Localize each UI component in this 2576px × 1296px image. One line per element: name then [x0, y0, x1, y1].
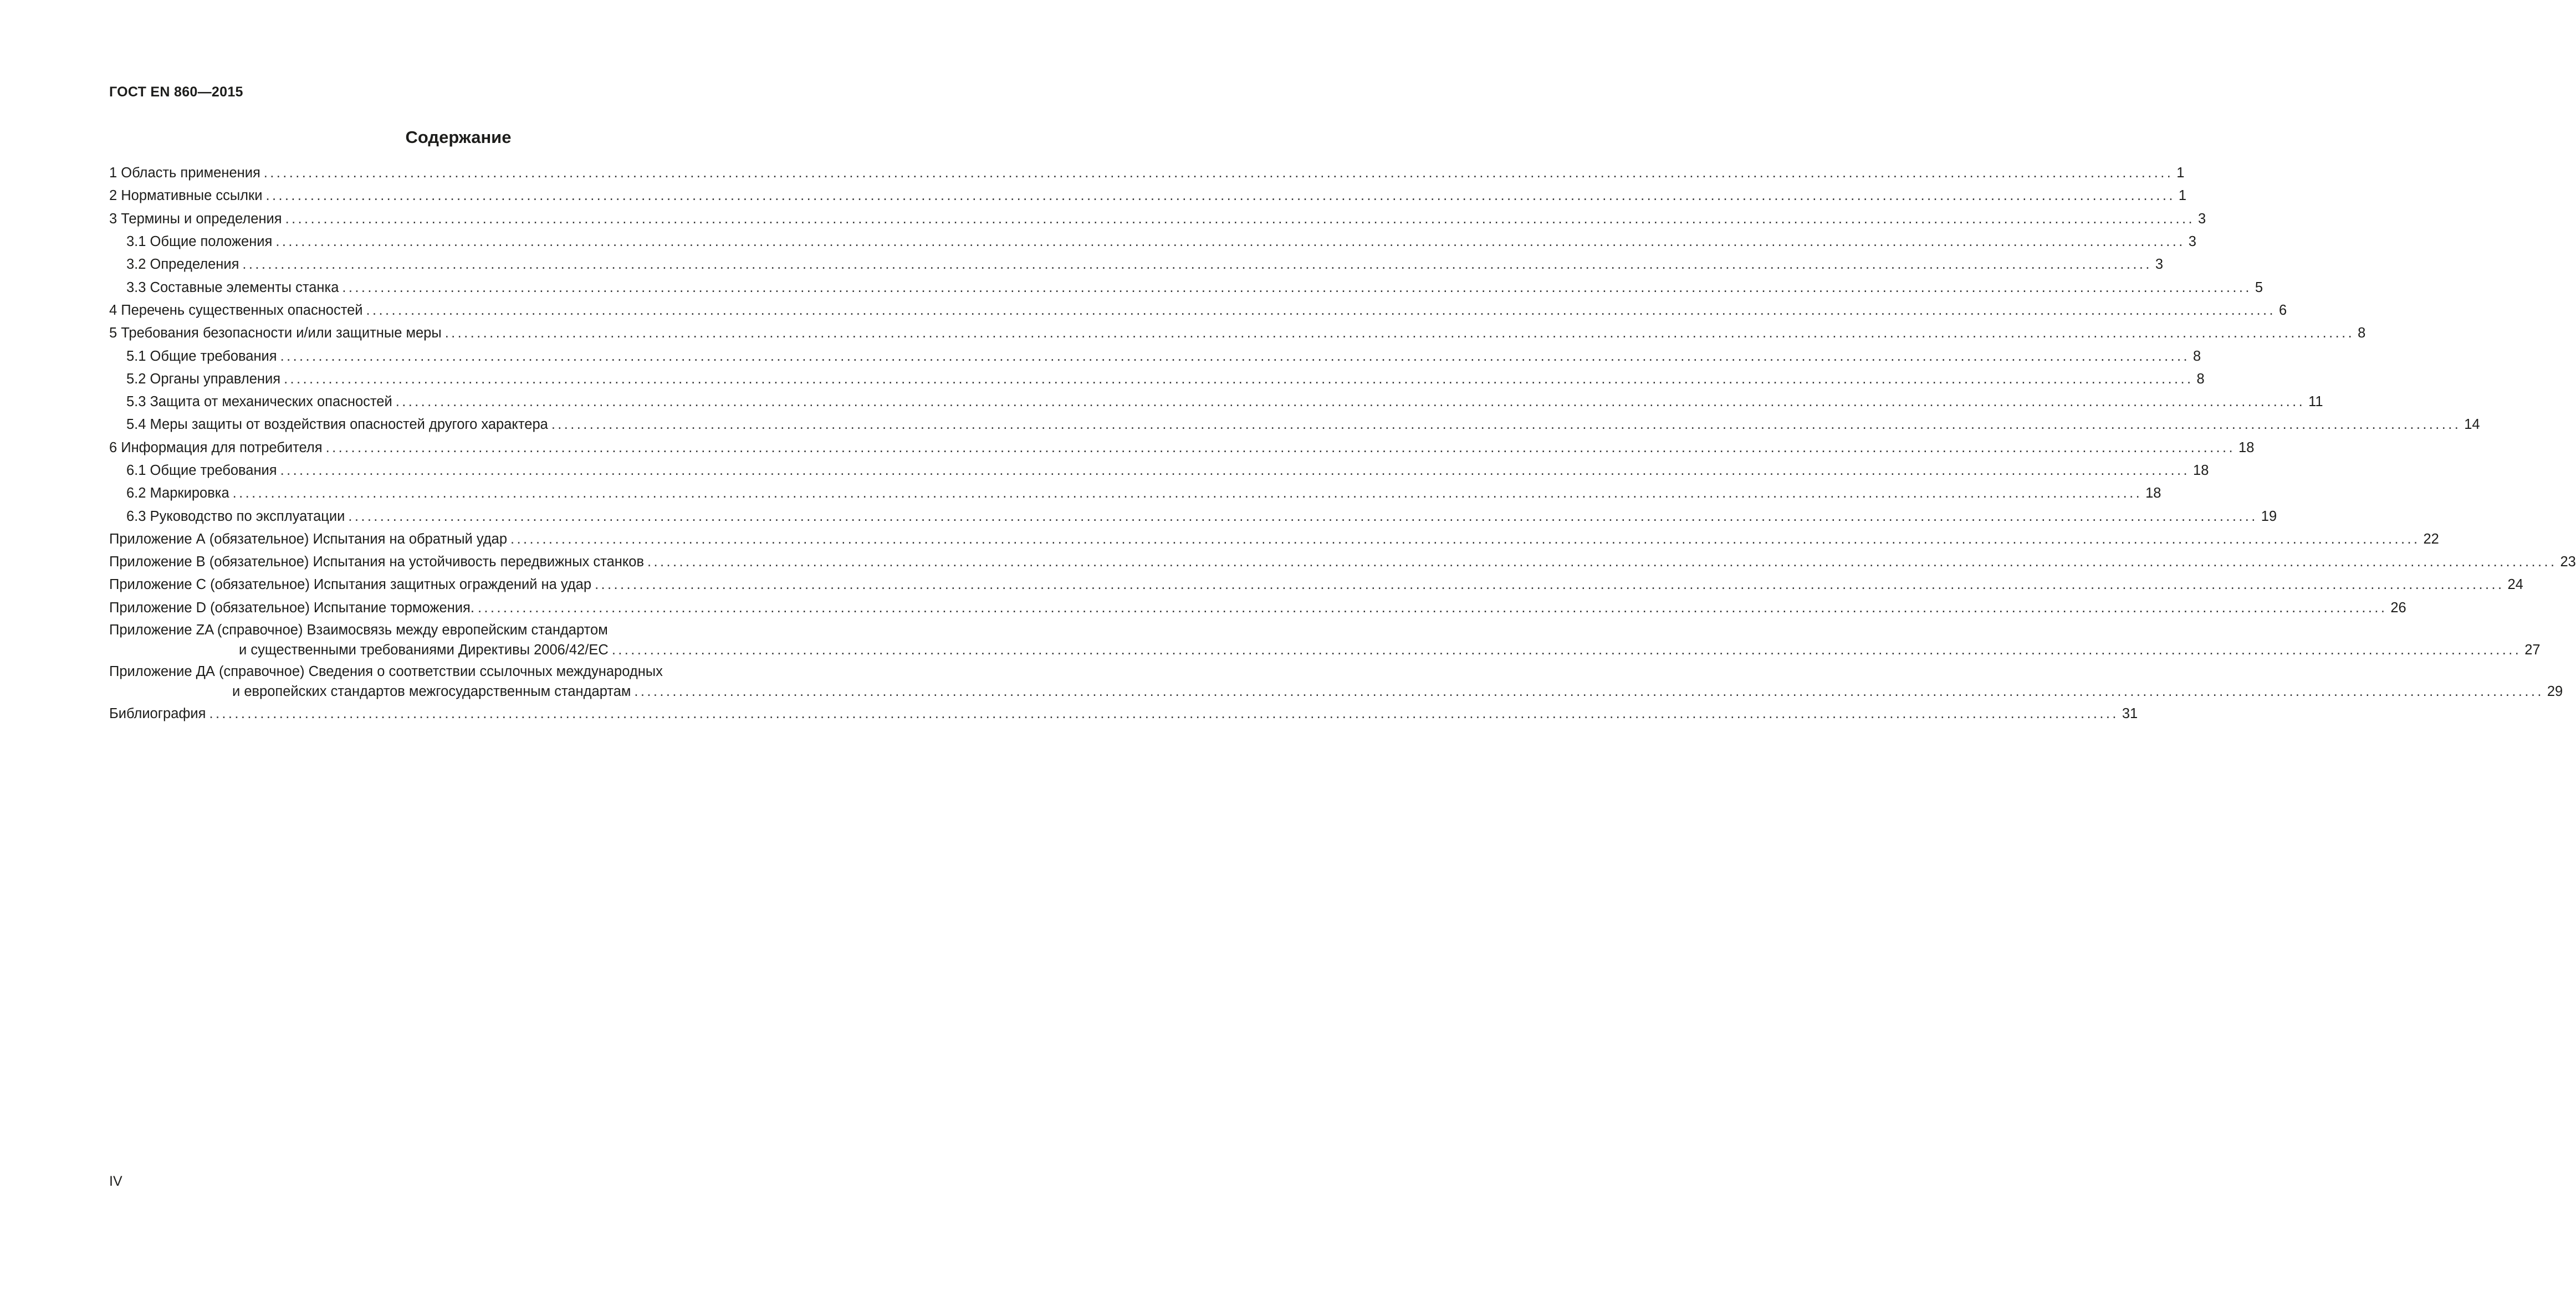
toc-entry-label: Приложение D (обязательное) Испытание торможения. — [109, 600, 474, 616]
toc-entry-label: 6.2 Маркировка — [126, 485, 229, 501]
toc-entry-label: Приложение В (обязательное) Испытания на устойчивость передвижных станков — [109, 554, 645, 570]
leader-dots: ............................................................................................................................................................................................................................................................................................................ — [634, 683, 2544, 699]
toc-subentry[interactable] — [109, 253, 2163, 276]
leader-dots: ............................................................................................................................................................................................................................................................................................................ — [395, 394, 2306, 410]
leader-dots: ............................................................................................................................................................................................................................................................................................................ — [647, 554, 2557, 570]
toc-entry-label: 5.3 Защита от механических опасностей — [126, 394, 392, 410]
toc-subentry[interactable] — [109, 391, 2323, 413]
toc-subentry[interactable] — [109, 413, 2480, 436]
toc-entry-page: 8 — [2196, 371, 2205, 387]
leader-dots: ............................................................................................................................................................................................................................................................................................................ — [342, 279, 2252, 295]
leader-dots: ............................................................................................................................................................................................................................................................................................................ — [348, 508, 2258, 524]
toc-entry-label: 5.2 Органы управления — [126, 371, 281, 387]
toc-entry-label: 3 Термины и определения — [109, 211, 282, 227]
page-number: IV — [109, 1174, 122, 1189]
toc-entry[interactable] — [109, 528, 2439, 551]
toc-entry-page: 11 — [2308, 394, 2323, 410]
toc-entry-label: 3.2 Определения — [126, 257, 239, 273]
toc-entry-label: 6.1 Общие требования — [126, 463, 277, 478]
toc-entry-page: 3 — [2198, 211, 2206, 227]
toc-entry[interactable] — [109, 162, 2185, 185]
toc-entry-page: 19 — [2261, 508, 2277, 524]
toc-entry[interactable] — [109, 322, 2366, 345]
leader-dots: ............................................................................................................................................................................................................................................................................................................ — [265, 188, 2175, 204]
toc-entry-page: 18 — [2238, 439, 2255, 455]
document-header: ГОСТ EN 860—2015 — [109, 84, 243, 100]
toc-entry-label: Приложение ZA (справочное) Взаимосвязь между европейским стандартом — [109, 622, 608, 638]
toc-entry-page: 24 — [2507, 577, 2523, 593]
toc-entry[interactable] — [109, 299, 2287, 322]
leader-dots: ............................................................................................................................................................................................................................................................................................................ — [366, 302, 2276, 318]
toc-entry-page: 29 — [2547, 683, 2563, 699]
toc-entry-page: 6 — [2278, 302, 2287, 318]
leader-dots: ............................................................................................................................................................................................................................................................................................................ — [284, 371, 2194, 387]
toc-entry-label: Приложение С (обязательное) Испытания защитных ограждений на удар — [109, 577, 592, 593]
toc-entry-page: 3 — [2188, 234, 2196, 250]
toc-entry-label: Приложение ДА (справочное) Сведения о соответствии ссылочных международных — [109, 664, 663, 680]
toc-entry-page: 23 — [2560, 554, 2576, 570]
table-of-contents — [109, 162, 2576, 725]
toc-entry-page: 14 — [2464, 417, 2480, 433]
leader-dots: ............................................................................................................................................................................................................................................................................................................ — [280, 463, 2190, 478]
leader-dots: ............................................................................................................................................................................................................................................................................................................ — [280, 348, 2190, 364]
leader-dots: ............................................................................................................................................................................................................................................................................................................ — [263, 165, 2174, 181]
toc-subentry[interactable] — [109, 459, 2209, 482]
toc-entry[interactable] — [109, 208, 2206, 230]
toc-entry[interactable] — [109, 703, 2138, 725]
toc-entry-page: 1 — [2178, 188, 2187, 204]
toc-entry[interactable] — [109, 551, 2576, 573]
toc-entry[interactable] — [109, 437, 2255, 459]
toc-subentry[interactable] — [109, 345, 2201, 367]
toc-subentry[interactable] — [109, 482, 2161, 505]
toc-entry-page: 22 — [2423, 531, 2439, 547]
leader-dots: ............................................................................................................................................................................................................................................................................................................ — [325, 439, 2236, 455]
toc-entry[interactable] — [109, 185, 2187, 207]
toc-entry-label: 6.3 Руководство по эксплуатации — [126, 508, 345, 524]
toc-entry-label: 5.4 Меры защиты от воздействия опасностей другого характера — [126, 417, 548, 433]
toc-entry[interactable] — [109, 597, 2406, 619]
leader-dots: ............................................................................................................................................................................................................................................................................................................ — [285, 211, 2195, 227]
toc-entry-label: 3.1 Общие положения — [126, 234, 273, 250]
toc-entry-label: Библиография — [109, 706, 206, 722]
toc-entry-label: 5 Требования безопасности и/или защитные меры — [109, 325, 442, 341]
page-title: Содержание — [405, 127, 512, 147]
toc-subentry[interactable] — [109, 505, 2277, 527]
leader-dots: ............................................................................................................................................................................................................................................................................................................ — [551, 417, 2461, 433]
toc-entry-page: 8 — [2193, 348, 2201, 364]
toc-subentry[interactable] — [109, 368, 2205, 391]
toc-entry-page: 5 — [2255, 279, 2263, 295]
toc-subentry[interactable] — [109, 230, 2196, 253]
toc-entry-label-continued: и европейских стандартов межгосударственным стандартам — [232, 683, 631, 699]
toc-entry-page: 18 — [2145, 485, 2161, 501]
toc-entry-page: 27 — [2524, 642, 2541, 658]
leader-dots: ............................................................................................................................................................................................................................................................................................................ — [510, 531, 2420, 547]
toc-entry[interactable] — [109, 573, 2523, 596]
leader-dots: ............................................................................................................................................................................................................................................................................................................ — [209, 706, 2119, 722]
toc-entry-page: 3 — [2155, 257, 2163, 273]
leader-dots: ............................................................................................................................................................................................................................................................................................................ — [275, 234, 2185, 250]
toc-entry-page: 18 — [2193, 463, 2209, 478]
toc-entry-label: 6 Информация для потребителя — [109, 439, 323, 455]
toc-entry-page: 1 — [2176, 165, 2185, 181]
toc-entry-label: 3.3 Составные элементы станка — [126, 279, 339, 295]
toc-entry-page: 8 — [2358, 325, 2366, 341]
leader-dots: ............................................................................................................................................................................................................................................................................................................ — [232, 485, 2143, 501]
toc-entry-label: 1 Область применения — [109, 165, 260, 181]
toc-entry-label: 2 Нормативные ссылки — [109, 188, 263, 204]
leader-dots: ............................................................................................................................................................................................................................................................................................................ — [611, 642, 2522, 658]
toc-entry-label-continued: и существенными требованиями Директивы 2006/42/ЕС — [239, 642, 609, 658]
leader-dots: ............................................................................................................................................................................................................................................................................................................ — [444, 325, 2355, 341]
leader-dots: ............................................................................................................................................................................................................................................................................................................ — [477, 600, 2388, 616]
toc-subentry[interactable] — [109, 276, 2263, 299]
toc-entry[interactable] — [109, 619, 2541, 661]
toc-entry-label: 5.1 Общие требования — [126, 348, 277, 364]
toc-entry-label: 4 Перечень существенных опасностей — [109, 302, 363, 318]
leader-dots: ............................................................................................................................................................................................................................................................................................................ — [242, 257, 2152, 273]
toc-entry-page: 26 — [2390, 600, 2406, 616]
toc-entry-label: Приложение А (обязательное) Испытания на обратный удар — [109, 531, 508, 547]
toc-entry-page: 31 — [2122, 706, 2138, 722]
leader-dots: ............................................................................................................................................................................................................................................................................................................ — [595, 577, 2505, 593]
toc-entry[interactable] — [109, 661, 2563, 703]
